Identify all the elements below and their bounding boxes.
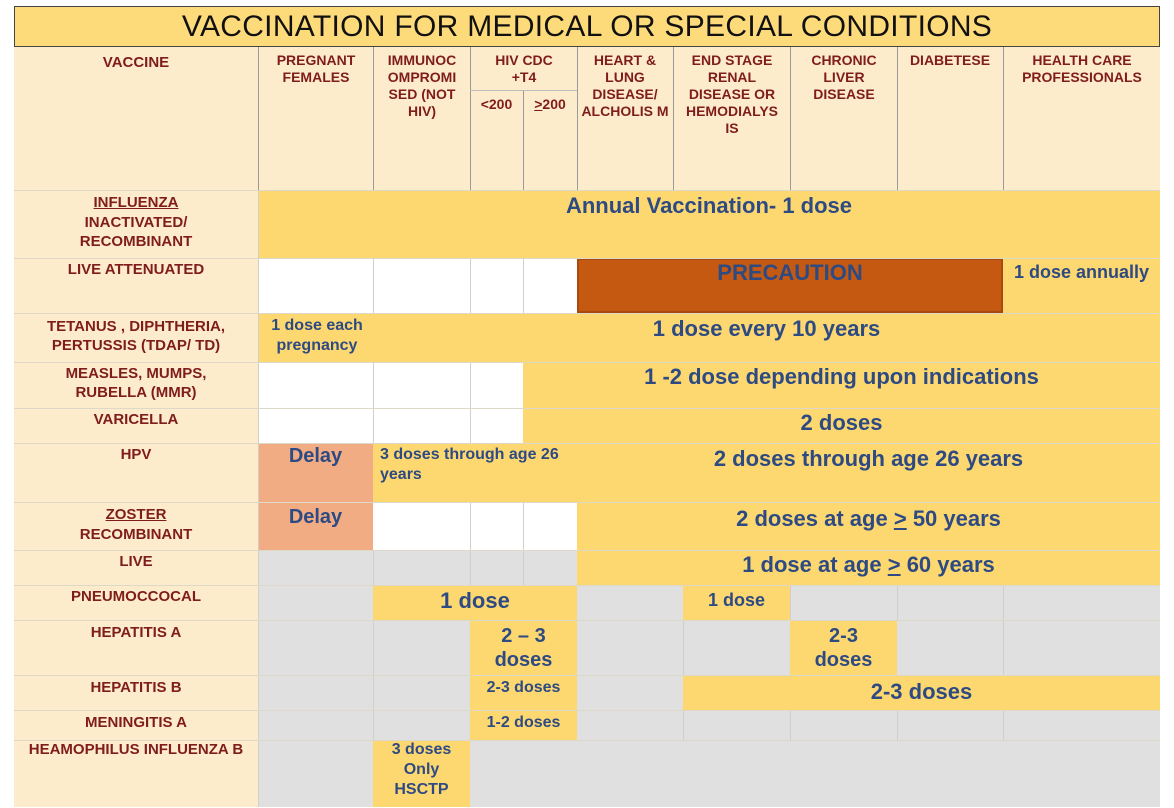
col-divider [373,47,374,190]
text-precaution: PRECAUTION [717,260,863,285]
col-divider [470,550,471,585]
col-divider [683,620,684,675]
row-divider [14,675,1160,676]
row-label-mmr: MEASLES, MUMPS, RUBELLA (MMR) [65,365,207,401]
cell-mening-gray [577,710,1160,740]
header-diabetes: DIABETESE [909,52,991,68]
ge-symbol: > [893,506,907,531]
row-divider [14,710,1160,711]
row-label-influenza: INFLUENZA [93,194,179,211]
text-hpv-immuno: 3 doses through age 26 years [380,446,559,483]
row-label-hepatitis-b: HEPATITIS B [90,679,182,696]
text-live-hcp: 1 dose annually [1013,262,1150,282]
cell-zoster-white [373,502,577,550]
cell-live-attenuated-white [258,258,577,313]
text-tdap-pregnancy: 1 dose each pregnancy [271,317,363,354]
cell-pneumo-gray [577,585,683,620]
row-divider [14,443,1160,444]
header-heart-lung: HEART & LUNG DISEASE/ ALCHOLIS M [581,52,669,119]
row-divider [14,313,1160,314]
text-hepa-hiv: 2 – 3 doses [494,625,553,671]
col-divider [1003,47,1004,190]
cell-mening-gray [258,710,470,740]
text-zoster-rest [577,506,1160,532]
cell-mmr-white [258,362,523,408]
row-label-live: LIVE [119,553,153,570]
header-vaccine: VACCINE [102,54,170,71]
text-live-rest-post: 60 years [900,552,995,577]
cell-varicella-white [258,408,523,443]
col-divider [373,550,374,585]
header-hiv-ge200-value: 200 [542,96,566,112]
col-divider [258,47,259,190]
header-liver: CHRONIC LIVER DISEASE [811,52,877,102]
header-immunocompromised: IMMUNOC OMPROMI SED (NOT HIV) [387,52,457,119]
row-divider [14,585,1160,586]
header-hiv: HIV CDC +T4 [495,52,553,85]
text-hpv-delay: Delay [288,445,343,467]
text-mmr-rest: 1 -2 dose depending upon indications [644,364,1039,389]
ge-symbol: > [887,552,901,577]
row-label-live-attenuated: LIVE ATTENUATED [67,261,205,278]
cell-live-gray [258,550,577,585]
col-divider [523,258,524,313]
text-live-rest [577,552,1160,578]
cell-hepa-gray [897,620,1160,675]
col-divider [470,258,471,313]
col-divider [523,502,524,550]
ge-symbol: > [534,96,543,112]
text-pneumo-immuno: 1 dose [440,588,510,613]
header-renal: END STAGE RENAL DISEASE OR HEMODIALYS IS [685,52,779,136]
vaccination-table [14,47,1160,807]
col-divider [373,362,374,443]
cell-hib-gray [258,740,373,807]
col-divider [790,47,791,190]
col-divider [470,502,471,550]
text-hepb-hiv: 2-3 doses [486,679,561,696]
col-divider [373,620,374,740]
row-label-zoster-recombinant: RECOMBINANT [79,526,193,543]
col-divider [673,47,674,190]
hiv-subheader-divider [470,90,577,91]
header-hcp: HEALTH CARE PROFESSIONALS [1022,52,1142,85]
text-zoster-rest-post: 50 years [906,506,1001,531]
row-label-hib: HEAMOPHILUS INFLUENZA B [28,741,244,758]
row-divider [14,408,1160,409]
text-live-rest-pre: 1 dose at age [742,552,888,577]
col-divider [897,710,898,740]
text-tdap-rest: 1 dose every 10 years [652,316,881,341]
row-divider [14,362,1160,363]
col-divider [470,362,471,443]
cell-pneumo-gray [790,585,1160,620]
col-divider [683,710,684,740]
text-hib-immuno: 3 doses Only HSCTP [391,741,452,798]
row-label-meningitis-a: MENINGITIS A [85,714,187,731]
row-label-varicella: VARICELLA [93,411,179,428]
cell-hib-gray [470,740,1160,807]
col-divider [790,710,791,740]
text-mening-hiv: 1-2 doses [486,714,561,731]
row-divider [14,190,1160,191]
row-label-hpv: HPV [120,446,152,463]
text-varicella-rest: 2 doses [800,410,883,435]
cell-hepa-gray [258,620,470,675]
header-pregnant: PREGNANT FEMALES [276,52,356,85]
text-influenza-all: Annual Vaccination- 1 dose [565,193,853,218]
text-hepa-liver: 2-3 doses [814,625,873,671]
col-divider [897,585,898,620]
text-pneumo-renal: 1 dose [707,590,766,610]
row-divider [14,620,1160,621]
row-label-tdap: TETANUS , DIPHTHERIA, PERTUSSIS (TDAP/ TD) [46,318,226,354]
col-divider [258,190,259,807]
col-divider [790,585,791,620]
text-hepb-rest: 2-3 doses [870,679,973,704]
header-hiv-lt200: <200 [480,96,513,112]
col-divider [1003,585,1004,675]
text-zoster-delay: Delay [288,506,343,528]
row-label-hepatitis-a: HEPATITIS A [90,624,182,641]
row-divider [14,502,1160,503]
col-divider [373,258,374,313]
col-divider [470,47,471,190]
cell-hepb-gray [258,675,470,710]
row-divider [14,258,1160,259]
text-zoster-rest-pre: 2 doses at age [736,506,894,531]
text-hpv-rest: 2 doses through age 26 years [713,446,1024,471]
col-divider [1003,710,1004,740]
header-hiv-ge200 [523,96,577,113]
col-divider [577,47,578,190]
col-divider [523,550,524,585]
row-label-pneumococcal: PNEUMOCCOCAL [71,588,201,605]
row-label-zoster: ZOSTER [105,506,167,523]
cell-hepb-gray [577,675,683,710]
row-divider [14,550,1160,551]
cell-pneumo-gray [258,585,373,620]
page-title: VACCINATION FOR MEDICAL OR SPECIAL CONDITIONS [14,6,1160,47]
row-label-inactivated: INACTIVATED/ RECOMBINANT [79,214,193,250]
